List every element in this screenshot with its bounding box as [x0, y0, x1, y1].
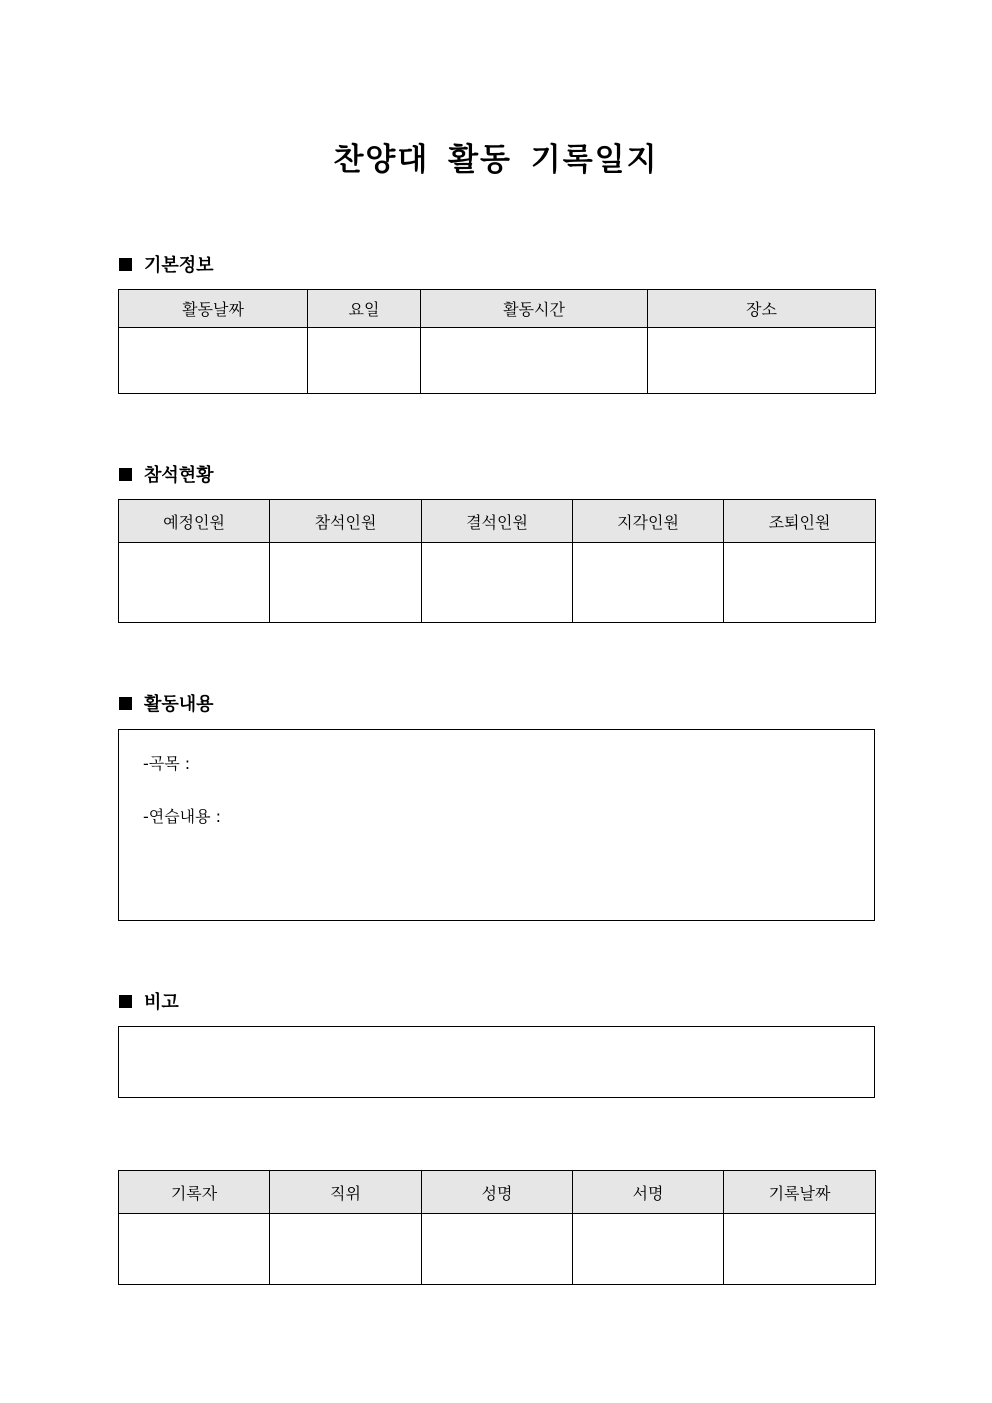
- activity-date-cell[interactable]: [119, 328, 308, 394]
- column-header-early-leave-count: 조퇴인원: [724, 500, 876, 543]
- practice-label: -연습내용 :: [143, 807, 222, 826]
- column-header-absent-count: 결석인원: [422, 500, 573, 543]
- column-header-day-of-week: 요일: [308, 290, 421, 328]
- column-header-name: 성명: [422, 1171, 573, 1214]
- late-count-cell[interactable]: [573, 543, 724, 623]
- song-label: -곡목 :: [143, 754, 191, 773]
- column-header-signature: 서명: [573, 1171, 724, 1214]
- section-heading-label: 비고: [144, 992, 179, 1013]
- section-heading-basic-info: [119, 251, 214, 277]
- present-count-cell[interactable]: [270, 543, 422, 623]
- expected-count-cell[interactable]: [119, 543, 270, 623]
- column-header-expected-count: 예정인원: [119, 500, 270, 543]
- record-date-cell[interactable]: [724, 1214, 876, 1285]
- section-heading-label: 기본정보: [144, 255, 214, 276]
- activity-content-box[interactable]: [118, 729, 875, 921]
- activity-time-cell[interactable]: [421, 328, 648, 394]
- section-heading-label: 참석현황: [144, 465, 214, 486]
- column-header-position: 직위: [270, 1171, 422, 1214]
- section-heading-attendance: [119, 461, 214, 487]
- black-square-icon: [119, 468, 132, 481]
- column-header-present-count: 참석인원: [270, 500, 422, 543]
- column-header-late-count: 지각인원: [573, 500, 724, 543]
- day-of-week-cell[interactable]: [308, 328, 421, 394]
- column-header-activity-date: 활동날짜: [119, 290, 308, 328]
- column-header-activity-time: 활동시간: [421, 290, 648, 328]
- location-cell[interactable]: [648, 328, 876, 394]
- black-square-icon: [119, 697, 132, 710]
- attendance-table: [118, 499, 876, 623]
- column-header-record-date: 기록날짜: [724, 1171, 876, 1214]
- early-leave-count-cell[interactable]: [724, 543, 876, 623]
- document-title: 찬양대 활동 기록일지: [333, 142, 659, 178]
- section-heading-remarks: [119, 988, 179, 1014]
- column-header-recorder: 기록자: [119, 1171, 270, 1214]
- section-heading-label: 활동내용: [144, 694, 214, 715]
- section-heading-activity-content: [119, 690, 214, 716]
- recorder-table: [118, 1170, 876, 1285]
- position-cell[interactable]: [270, 1214, 422, 1285]
- black-square-icon: [119, 258, 132, 271]
- signature-cell[interactable]: [573, 1214, 724, 1285]
- column-header-location: 장소: [648, 290, 876, 328]
- recorder-cell[interactable]: [119, 1214, 270, 1285]
- absent-count-cell[interactable]: [422, 543, 573, 623]
- black-square-icon: [119, 995, 132, 1008]
- name-cell[interactable]: [422, 1214, 573, 1285]
- basic-info-table: [118, 289, 876, 394]
- remarks-box[interactable]: [118, 1026, 875, 1098]
